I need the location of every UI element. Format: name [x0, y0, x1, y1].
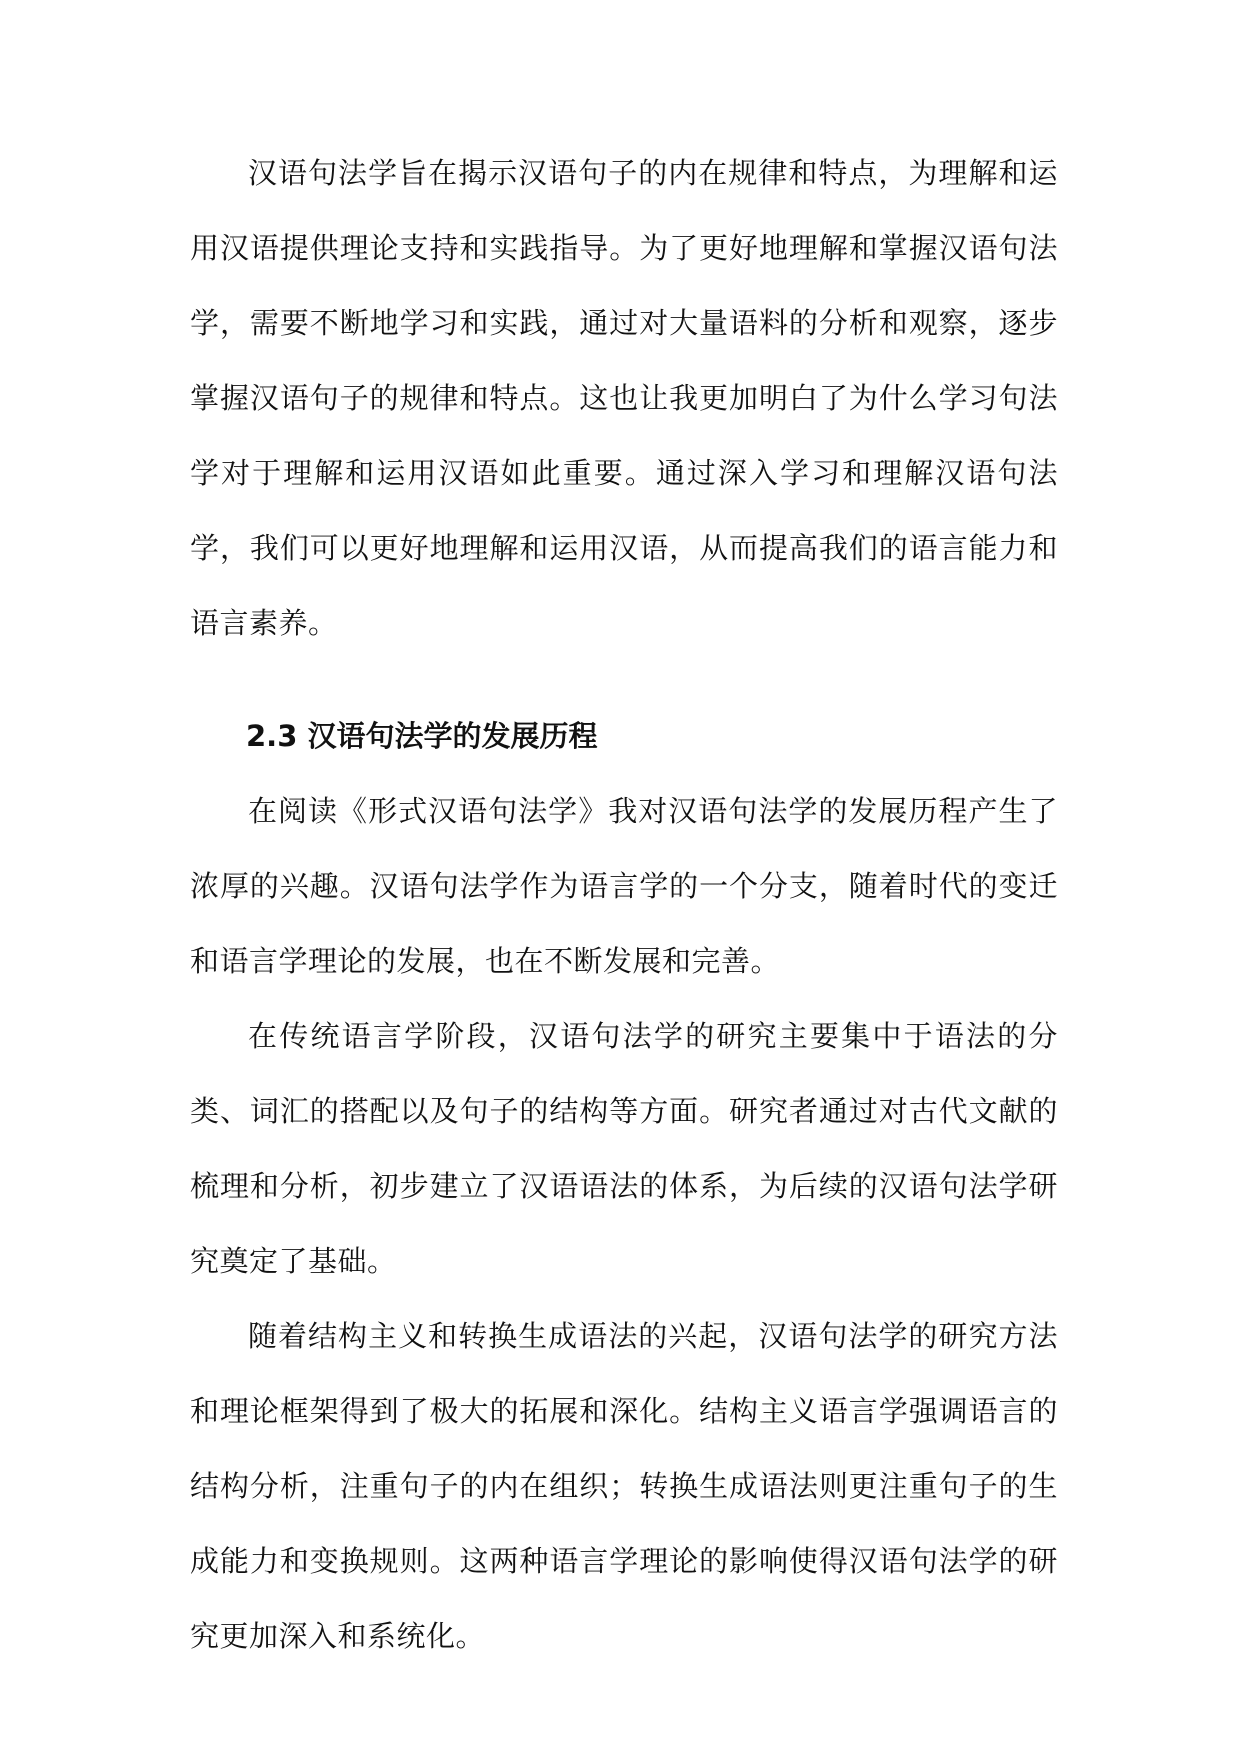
paragraph-structuralism-stage: 随着结构主义和转换生成语法的兴起，汉语句法学的研究方法和理论框架得到了极大的拓展和深化。结构主义语言学强调语言的结构分析，注重句子的内在组织；转换生成语法则更注重句子的生成能力和变换规则。这两种语言学理论的影响使得汉语句法学的研究更加深入和系统化。 — [190, 1319, 1058, 1653]
paragraph-intro: 汉语句法学旨在揭示汉语句子的内在规律和特点，为理解和运用汉语提供理论支持和实践指导。为了更好地理解和掌握汉语句法学，需要不断地学习和实践，通过对大量语料的分析和观察，逐步掌握汉语句子的规律和特点。这也让我更加明白了为什么学习句法学对于理解和运用汉语如此重要。通过深入学习和理解汉语句法学，我们可以更好地理解和运用汉语，从而提高我们的语言能力和语言素养。 — [190, 156, 1058, 640]
paragraph-development-interest: 在阅读《形式汉语句法学》我对汉语句法学的发展历程产生了浓厚的兴趣。汉语句法学作为语言学的一个分支，随着时代的变迁和语言学理论的发展，也在不断发展和完善。 — [190, 794, 1058, 978]
section-heading: 2.3 汉语句法学的发展历程 — [246, 719, 598, 753]
paragraph-traditional-stage: 在传统语言学阶段，汉语句法学的研究主要集中于语法的分类、词汇的搭配以及句子的结构等方面。研究者通过对古代文献的梳理和分析，初步建立了汉语语法的体系，为后续的汉语句法学研究奠定了基础。 — [190, 1019, 1058, 1278]
document-body — [190, 136, 1058, 1674]
